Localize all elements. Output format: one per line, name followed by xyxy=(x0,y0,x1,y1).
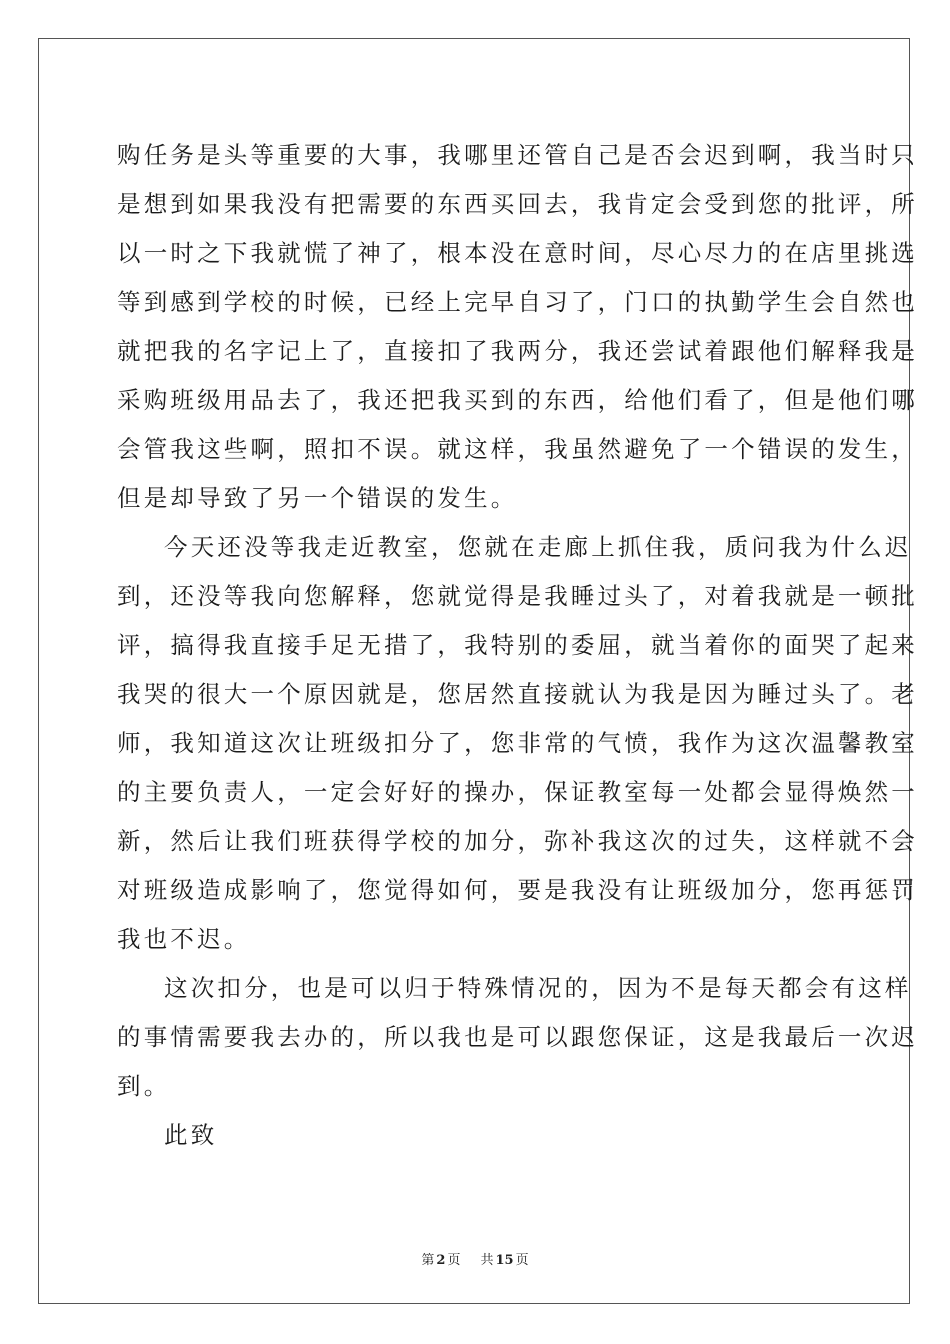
text-line: 我哭的很大一个原因就是，您居然直接就认为我是因为睡过头了。老 xyxy=(117,680,918,708)
text-line: 以一时之下我就慌了神了，根本没在意时间，尽心尽力的在店里挑选 xyxy=(117,239,918,267)
page-prefix: 第 xyxy=(421,1253,435,1268)
text-line: 购任务是头等重要的大事，我哪里还管自己是否会迟到啊，我当时只 xyxy=(117,141,918,169)
text-line: 但是却导致了另一个错误的发生。 xyxy=(117,484,518,512)
text-line: 会管我这些啊，照扣不误。就这样，我虽然避免了一个错误的发生， xyxy=(117,435,918,463)
text-line: 今天还没等我走近教室，您就在走廊上抓住我，质问我为什么迟 xyxy=(164,533,912,561)
text-line: 这次扣分，也是可以归于特殊情况的，因为不是每天都会有这样 xyxy=(164,974,912,1002)
page-frame xyxy=(38,38,918,1304)
total-prefix: 共 xyxy=(480,1253,494,1268)
page-number: 2 xyxy=(436,1253,446,1268)
text-line: 评，搞得我直接手足无措了，我特别的委屈，就当着你的面哭了起来 xyxy=(117,631,918,659)
text-line: 的事情需要我去办的，所以我也是可以跟您保证，这是我最后一次迟 xyxy=(117,1023,918,1051)
page-suffix: 页 xyxy=(447,1253,461,1268)
text-line: 就把我的名字记上了，直接扣了我两分，我还尝试着跟他们解释我是 xyxy=(117,337,918,365)
text-line: 此致 xyxy=(164,1121,218,1149)
text-line: 到。 xyxy=(117,1072,171,1100)
total-pages: 15 xyxy=(495,1253,514,1268)
letter-body xyxy=(117,131,917,1160)
total-suffix: 页 xyxy=(515,1253,529,1268)
text-line: 新，然后让我们班获得学校的加分，弥补我这次的过失，这样就不会 xyxy=(117,827,918,855)
text-line: 我也不迟。 xyxy=(117,925,251,953)
text-line: 师，我知道这次让班级扣分了，您非常的气愤，我作为这次温馨教室 xyxy=(117,729,918,757)
text-line: 是想到如果我没有把需要的东西买回去，我肯定会受到您的批评，所 xyxy=(117,190,918,218)
text-line: 到，还没等我向您解释，您就觉得是我睡过头了，对着我就是一顿批 xyxy=(117,582,918,610)
text-line: 采购班级用品去了，我还把我买到的东西，给他们看了，但是他们哪 xyxy=(117,386,918,414)
text-line: 等到感到学校的时候，已经上完早自习了，门口的执勤学生会自然也 xyxy=(117,288,918,316)
text-line: 对班级造成影响了，您觉得如何，要是我没有让班级加分，您再惩罚 xyxy=(117,876,918,904)
text-line: 的主要负责人，一定会好好的操办，保证教室每一处都会显得焕然一 xyxy=(117,778,918,806)
page-footer xyxy=(39,1249,911,1268)
